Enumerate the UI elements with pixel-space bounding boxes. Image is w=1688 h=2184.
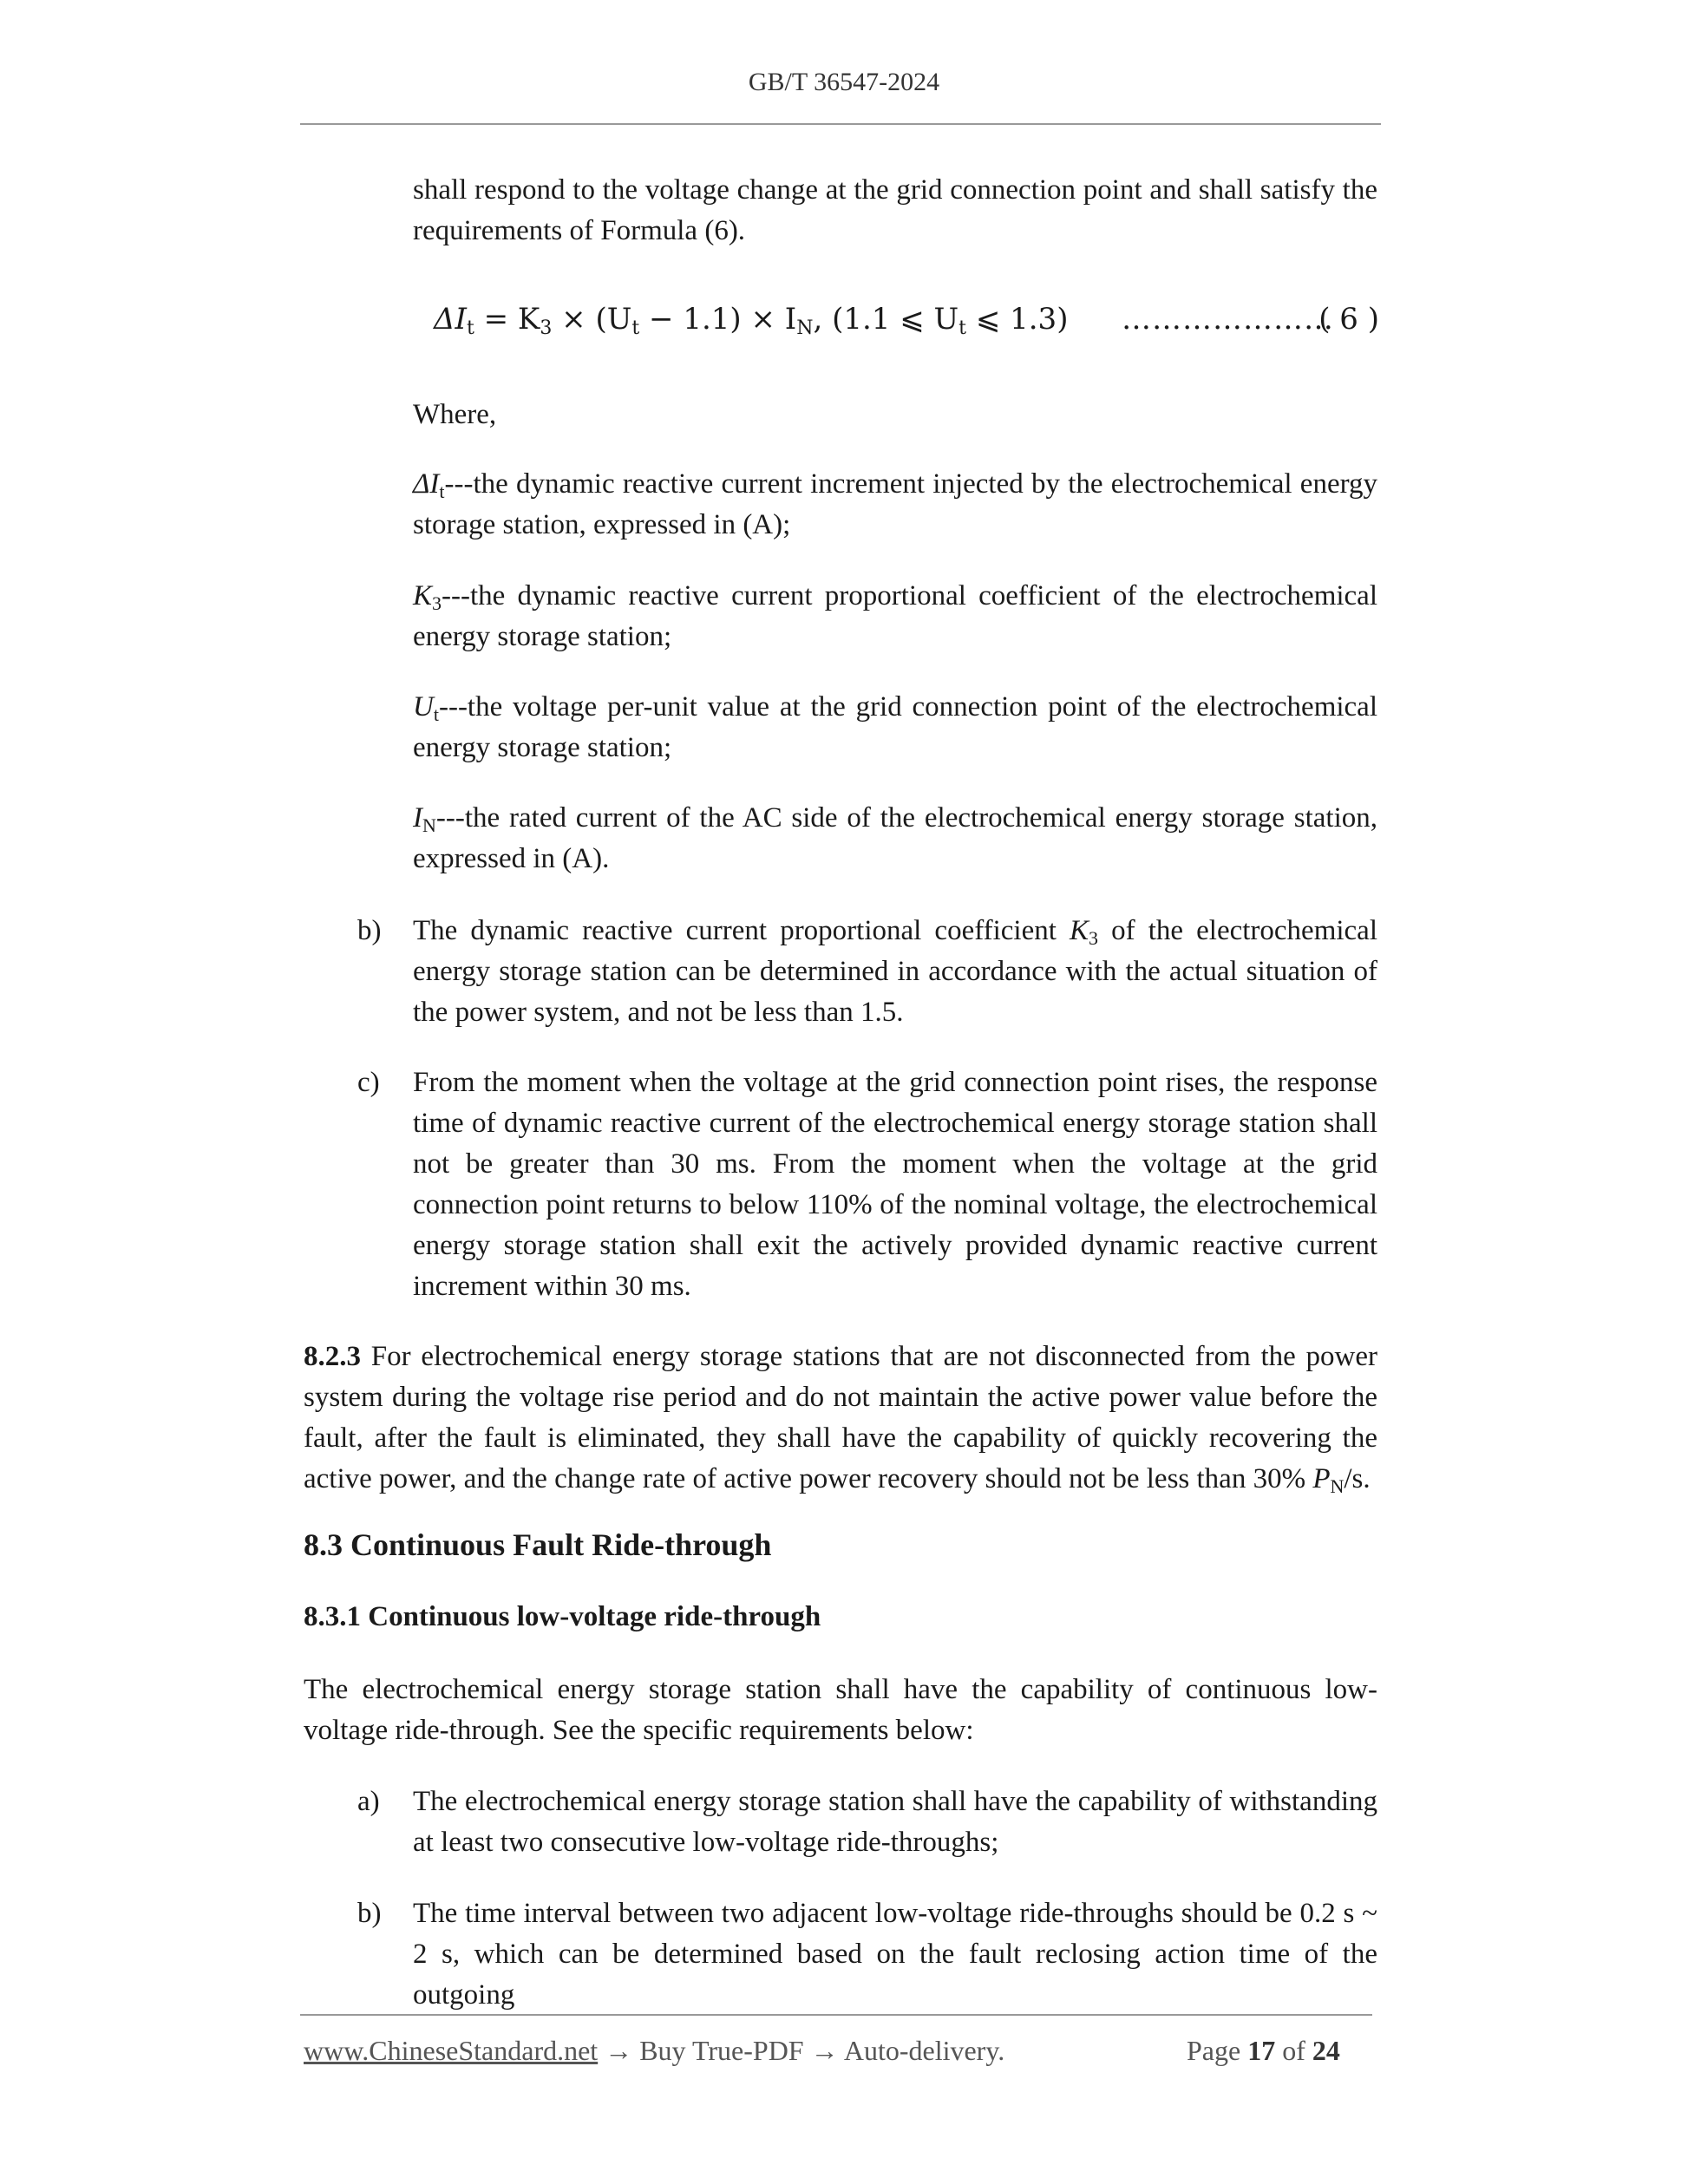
current-page: 17 (1247, 2035, 1276, 2066)
list-item-b-interval: The time interval between two adjacent low-voltage ride-throughs should be 0.2 s ~ 2 s, which can be determined based on the fault reclosing action time of the outgoing (413, 1898, 1377, 2011)
clause-8-2-3: 8.2.3 For electrochemical energy storage stations that are not disconnected from the power system during the voltage rise period and do not maintain the active power value before the fault, after the fault is eliminated, they shall have the capability of quickly recovering the active power, and the change rate of active power recovery should not be less than 30% $P_N/s$. (304, 1341, 1377, 1497)
footer-delivery-text: Auto-delivery. (843, 2035, 1005, 2066)
formula-number: ( 6 ) (1318, 302, 1379, 337)
footer-site-link[interactable]: www.ChineseStandard.net (304, 2035, 599, 2066)
definition-delta-it: $\Delta I_t--$-the dynamic reactive current increment injected by the electrochemical energy storage station, expressed in (A); (413, 468, 1377, 540)
paragraph-8-3-1: The electrochemical energy storage station shall have the capability of continuous low-voltage ride-through. See the specific requirements below: (304, 1674, 1377, 1746)
list-marker-b: b) (357, 915, 382, 946)
footer-buy-text: Buy True-PDF (639, 2035, 804, 2066)
where-label: Where, (413, 399, 497, 430)
section-heading-8-3: 8.3 Continuous Fault Ride-through (304, 1527, 772, 1562)
definition-ut: $U_t--$-the voltage per-unit value at the grid connection point of the electrochemical energy storage station; (413, 691, 1377, 763)
intro-paragraph: shall respond to the voltage change at the grid connection point and shall satisfy the requirements of Formula (6). (413, 174, 1377, 246)
page-header-standard-code: GB/T 36547-2024 (748, 68, 940, 96)
formula-leader-dots: ………………… (1122, 302, 1334, 337)
list-item-a-consecutive: The electrochemical energy storage station shall have the capability of withstanding at least two consecutive low-voltage ride-throughs; (413, 1786, 1377, 1858)
list-marker-a: a) (357, 1786, 380, 1817)
list-marker-c: c) (357, 1067, 380, 1098)
footer-promo: www.ChineseStandard.net → Buy True-PDF → Auto-delivery. (304, 2035, 1005, 2066)
total-pages: 24 (1312, 2035, 1340, 2066)
definition-k3: $K_3--$-the dynamic reactive current proportional coefficient of the electrochemical energy storage station; (413, 580, 1377, 652)
footer-page-number: Page 17 of 24 (1187, 2035, 1340, 2066)
header-divider (300, 123, 1381, 125)
section-heading-8-3-1: 8.3.1 Continuous low-voltage ride-through (304, 1601, 821, 1632)
formula-6 (434, 302, 1379, 337)
list-item-b-k3: The dynamic reactive current proportional coefficient $K_3$ of the electrochemical energy storage station can be determined in accordance with the actual situation of the power system, and not be less than 1.5. (413, 915, 1377, 1028)
formula-expression: $\Delta I_t = K_3 \times (U_t - 1.1) \times I_N$, (1.1 ⩽ $U_t$ ⩽ 1.3) (434, 302, 1069, 339)
list-item-c-response-time: From the moment when the voltage at the grid connection point rises, the response time of dynamic reactive current of the electrochemical energy storage station shall not be greater than 30 ms. From the moment when the voltage at the grid connection point returns to below 110% of the nominal voltage, the electrochemical energy storage station shall exit the actively provided dynamic reactive current increment within 30 ms. (413, 1067, 1377, 1302)
definition-in: $I_N--$-the rated current of the AC side of the electrochemical energy storage station, expressed in (A). (413, 802, 1377, 874)
list-marker-b-2: b) (357, 1898, 382, 1929)
footer-divider (300, 2014, 1372, 2016)
